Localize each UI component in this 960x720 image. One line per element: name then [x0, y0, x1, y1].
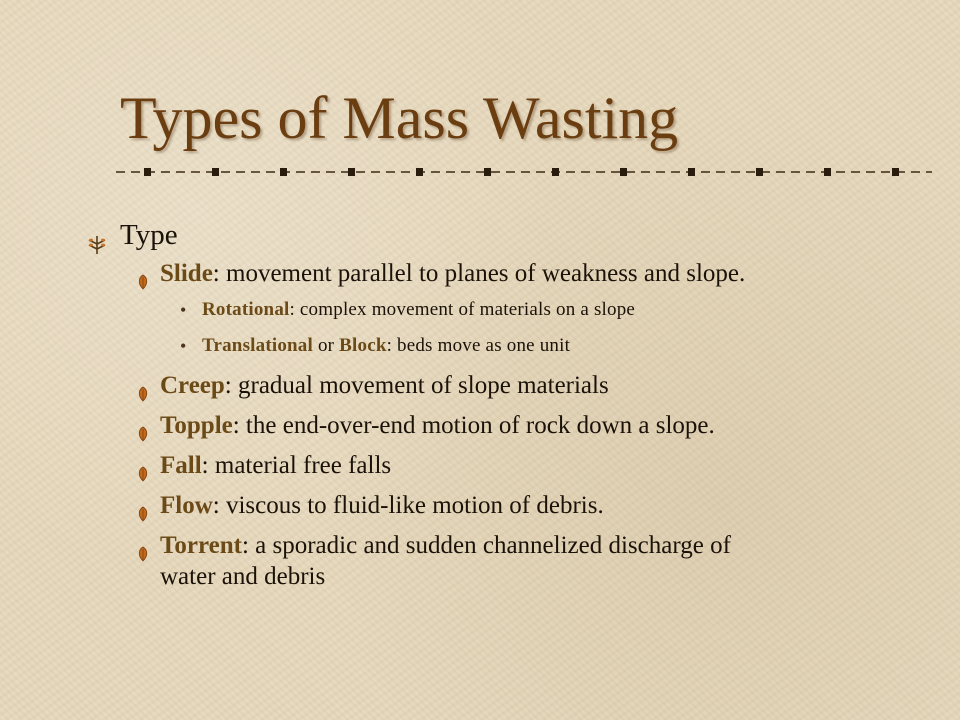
term: Slide	[160, 260, 213, 287]
desc-line-2: water and debris	[160, 563, 326, 590]
heading-label: Type	[120, 219, 178, 251]
desc: : viscous to fluid-like motion of debris.	[212, 492, 604, 519]
desc: : movement parallel to planes of weakness and slope.	[212, 260, 746, 287]
list-item-slide	[84, 258, 924, 289]
leaf-bullet-icon	[136, 499, 150, 530]
list-item-fall	[84, 450, 924, 481]
leaf-bullet-icon	[136, 419, 150, 450]
bullet-type	[84, 212, 924, 258]
desc: : gradual movement of slope materials	[224, 372, 609, 399]
term: Creep	[160, 372, 225, 399]
desc: : a sporadic and sudden channelized discharge of	[241, 532, 731, 559]
desc: : the end-over-end motion of rock down a slope.	[232, 412, 715, 439]
term: Fall	[160, 452, 202, 479]
dotted-divider	[116, 162, 932, 182]
slide-title: Types of Mass Wasting	[120, 85, 679, 151]
term: Topple	[160, 412, 233, 439]
bullet-list	[84, 212, 924, 592]
round-bullet: •	[180, 300, 187, 320]
term: Torrent	[160, 532, 242, 559]
sub-item-translational	[84, 334, 924, 358]
leaf-bullet-icon	[136, 459, 150, 490]
round-bullet: •	[180, 336, 187, 356]
term: Flow	[160, 492, 213, 519]
list-item-flow	[84, 490, 924, 521]
sub-item-rotational	[84, 298, 924, 322]
connector: or	[313, 335, 340, 356]
desc: : complex movement of materials on a slope	[289, 299, 636, 320]
desc: : beds move as one unit	[386, 335, 571, 356]
list-item-torrent	[84, 530, 924, 592]
leaf-bullet-icon	[136, 539, 150, 570]
term: Rotational	[202, 299, 290, 320]
list-item-creep	[84, 370, 924, 401]
leaf-bullet-icon	[136, 379, 150, 410]
list-item-topple	[84, 410, 924, 441]
term-2: Block	[339, 335, 387, 356]
leaf-bullet-icon	[136, 267, 150, 298]
desc: : material free falls	[201, 452, 392, 479]
term: Translational	[202, 335, 313, 356]
